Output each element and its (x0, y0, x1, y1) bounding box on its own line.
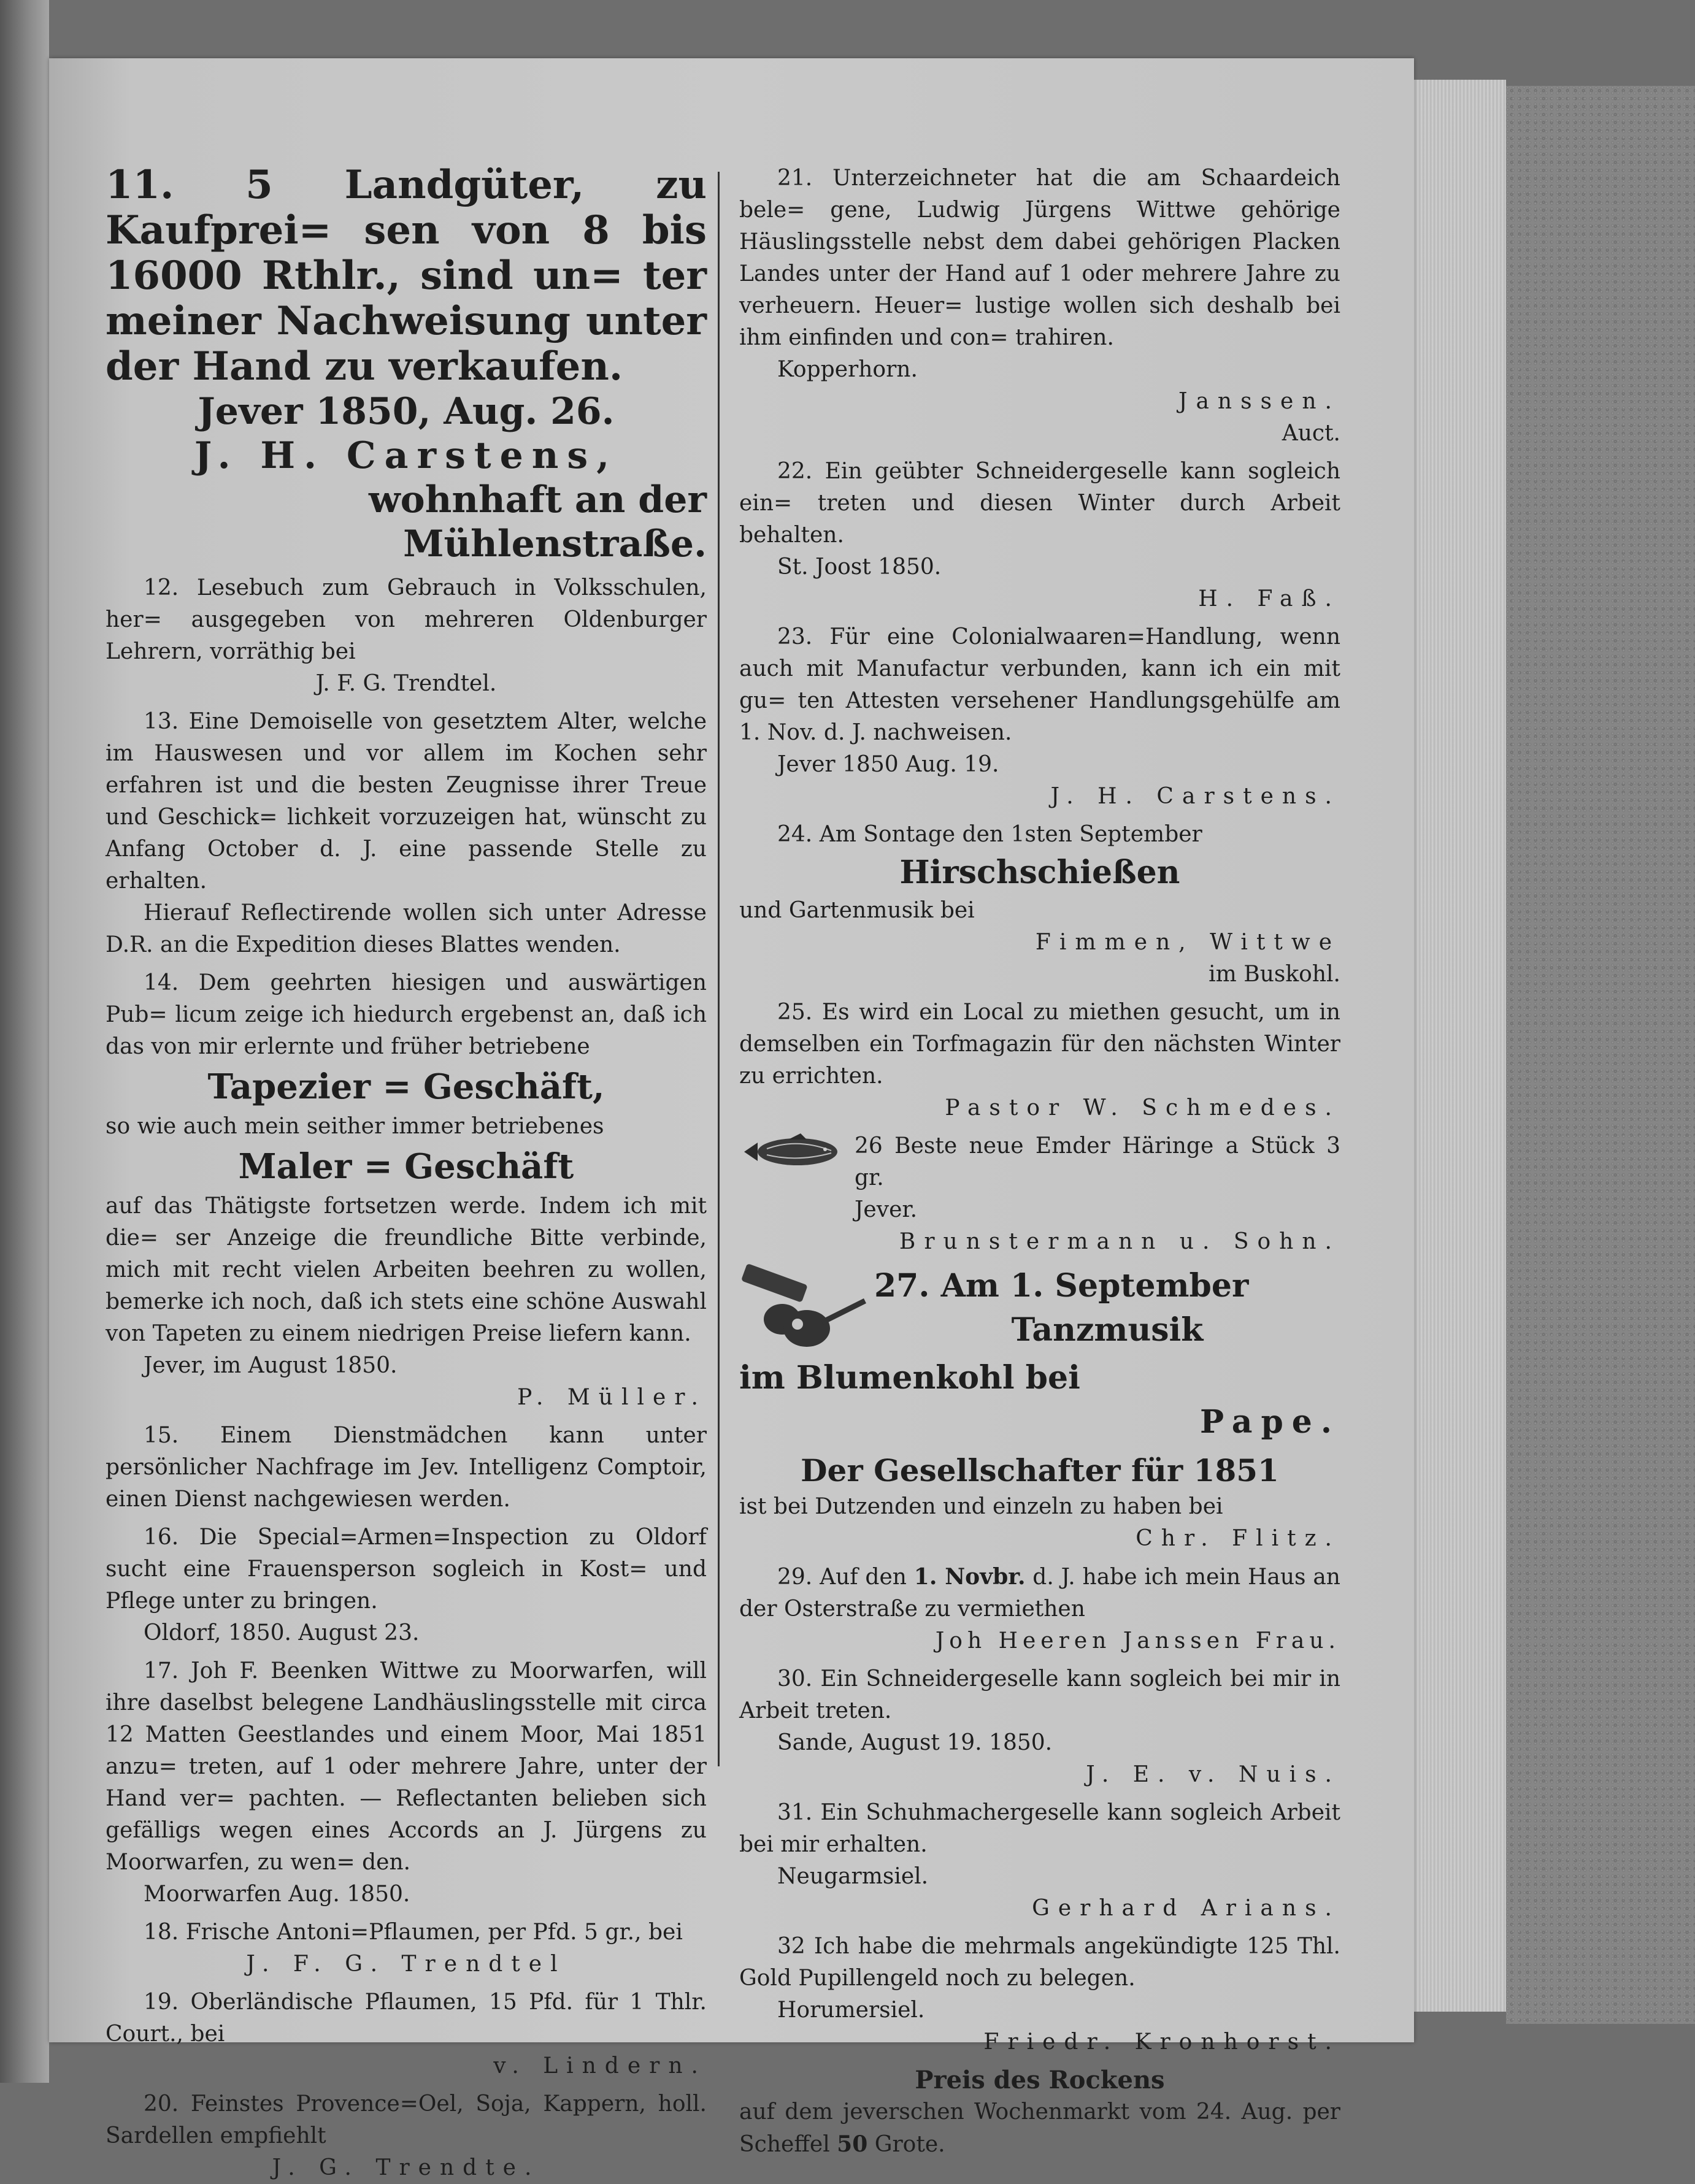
ad-16-place: Oldorf, 1850. August 23. (144, 1620, 420, 1646)
ad-27-signature: Pape. (1200, 1403, 1340, 1441)
ad-29-signature: Joh Heeren Janssen Frau. (935, 1628, 1340, 1653)
ad-28-heading: Der Gesellschafter für 1851 (801, 1452, 1279, 1489)
ad-16-text: 16. Die Special=Armen=Inspection zu Oldorf sucht eine Frauensperson sogleich in Kost= und Pflege unter zu bringen. (106, 1525, 707, 1614)
ad-21-signature: Janssen. (1178, 389, 1340, 414)
ad-22-text: 22. Ein geübter Schneidergeselle kann sogleich ein= treten und diesen Winter durch Arbeit behalten. (739, 459, 1340, 548)
ad-14-text: 14. Dem geehrten hiesigen und auswärtigen Pub= licum zeige ich hiedurch ergebenst an, daß ich das von mir erlernte und früher betriebene (106, 970, 707, 1059)
ad-27 (739, 1264, 1340, 1444)
ad-26-signature: Brunstermann u. Sohn. (899, 1229, 1340, 1254)
ad-21 (739, 163, 1340, 450)
page-edges (1414, 80, 1506, 2012)
ad-24 (739, 819, 1340, 990)
ad-32-place: Horumersiel. (777, 1998, 925, 2023)
ad-29-date: 1. Novbr. (913, 1564, 1026, 1590)
ad-21-text: 21. Unterzeichneter hat die am Schaardeich bele= gene, Ludwig Jürgens Wittwe gehörige Häuslingsstelle nebst dem dabei gehörigen Placken Landes unter der Hand auf 1 oder mehrere Jahre zu verheuern. Heuer= lustige wollen sich deshalb bei ihm einfinden und con= trahiren. (739, 166, 1340, 350)
ad-21-signature-title: Auct. (1282, 421, 1340, 446)
ad-19-text: 19. Oberländische Pflaumen, 15 Pfd. für 1 Thlr. Court., bei (106, 1990, 707, 2047)
ad-20-signature: J. G. Trendte. (272, 2155, 540, 2180)
ad-13-text: 13. Eine Demoiselle von gesetztem Alter, welche im Hauswesen und vor allem im Kochen sehr erfahren ist und die besten Zeugnisse ihrer Treue und Geschick= lichkeit vorzuzeigen hat, wünscht zu Anfang October d. J. eine passende Stelle zu erhalten. (106, 709, 707, 894)
ad-31-signature: Gerhard Arians. (1032, 1896, 1340, 1921)
ad-11-name: J. H. Carstens, (194, 434, 618, 477)
ad-31-place: Neugarmsiel. (777, 1864, 929, 1889)
rye-price-heading: Preis des Rockens (915, 2066, 1165, 2094)
column-divider (718, 172, 720, 1766)
ad-13-text-2: Hierauf Reflectirende wollen sich unter Adresse D.R. an die Expedition dieses Blattes wenden. (106, 900, 707, 957)
ad-17 (106, 1655, 707, 1910)
ad-11-address: wohnhaft an der Mühlenstraße. (369, 478, 707, 565)
rye-price-text (739, 2096, 1340, 2161)
ad-27-heading: Tanzmusik (1011, 1311, 1204, 1349)
ad-28-signature: Chr. Flitz. (1136, 1526, 1340, 1551)
ad-30-signature: J. E. v. Nuis. (1086, 1762, 1340, 1787)
ad-14-place: Jever, im August 1850. (144, 1353, 398, 1378)
ad-29 (739, 1561, 1340, 1657)
ad-25-text: 25. Es wird ein Local zu miethen gesucht, um in demselben ein Torfmagazin für den nächsten Winter zu errichten. (739, 1000, 1340, 1089)
rye-price (739, 2064, 1340, 2161)
ad-27-line-1: 27. Am 1. September (874, 1267, 1249, 1305)
ad-22-signature: H. Faß. (1198, 586, 1340, 611)
ad-15-text: 15. Einem Dienstmädchen kann unter persönlicher Nachfrage im Jev. Intelligenz Comptoir, einen Dienst nachgewiesen werden. (106, 1423, 707, 1512)
ad-24-signature-place: im Buskohl. (1209, 962, 1340, 987)
ad-32-text: 32 Ich habe die mehrmals angekündigte 125 Thl. Gold Pupillengeld noch zu belegen. (739, 1934, 1340, 1991)
ad-22-place: St. Joost 1850. (777, 554, 942, 580)
ad-16 (106, 1522, 707, 1649)
ad-18-text: 18. Frische Antoni=Pflaumen, per Pfd. 5 gr., bei (144, 1920, 683, 1945)
ad-24-text-2: und Gartenmusik bei (739, 898, 975, 923)
ad-26-row (739, 1130, 1340, 1226)
ad-24-heading: Hirschschießen (899, 854, 1180, 891)
ad-17-text: 17. Joh F. Beenken Wittwe zu Moorwarfen, will ihre daselbst belegene Landhäuslingsstelle mit circa 12 Matten Geestlandes und einem Moor, Mai 1851 anzu= treten, auf 1 oder mehrere Jahre, unter der Hand ver= pachten. — Reflectanten belieben sich gefälligs wegen eines Accords an J. Jürgens zu Moorwarfen, zu wen= den. (106, 1658, 707, 1875)
ad-30-text: 30. Ein Schneidergeselle kann sogleich bei mir in Arbeit treten. (739, 1666, 1340, 1723)
ad-19-signature: v. Lindern. (493, 2053, 707, 2079)
ad-26-place: Jever. (855, 1197, 918, 1222)
ad-14-heading-maler: Maler = Geschäft (238, 1146, 574, 1187)
ad-11-place: Jever 1850, Aug. 26. (198, 390, 615, 433)
ad-12-signature: J. F. G. Trendtel. (315, 671, 497, 696)
ad-14-text-2: auf das Thätigste fortsetzen werde. Indem ich mit die= ser Anzeige die freundliche Bitte verbinde, mich mit recht vielen Arbeiten beehren zu wollen, bemerke ich noch, daß ich stets eine schöne Auswahl von Tapeten zu einem niedrigen Preise liefern kann. (106, 1194, 707, 1346)
guitar-icon (739, 1264, 868, 1356)
book-cover-board (1506, 86, 1695, 2024)
ad-18 (106, 1917, 707, 1980)
ad-32-signature: Friedr. Kronhorst. (983, 2029, 1340, 2055)
ad-26 (739, 1130, 1340, 1258)
ad-30 (739, 1663, 1340, 1791)
right-column (739, 163, 1340, 2161)
ad-19 (106, 1987, 707, 2082)
ad-31-text: 31. Ein Schuhmachergeselle kann sogleich Arbeit bei mir erhalten. (739, 1800, 1340, 1857)
ad-14-heading-tapezier: Tapezier = Geschäft, (207, 1067, 605, 1107)
ad-25-signature: Pastor W. Schmedes. (945, 1095, 1340, 1121)
ad-23 (739, 621, 1340, 813)
ad-29-text (739, 1561, 1340, 1625)
ad-15 (106, 1420, 707, 1515)
ad-31 (739, 1797, 1340, 1925)
book-gutter (0, 0, 49, 2083)
ad-29-text-b: d. J. habe ich mein Haus an der Osterstraße zu vermiethen (739, 1565, 1340, 1622)
ad-14-mid-text: so wie auch mein seither immer betriebenes (106, 1114, 604, 1139)
ad-14 (106, 967, 707, 1414)
ad-27-line-3: im Blumenkohl bei (739, 1359, 1080, 1397)
fish-icon (739, 1130, 844, 1173)
ad-20-text: 20. Feinstes Provence=Oel, Soja, Kappern, holl. Sardellen empfiehlt (106, 2091, 707, 2148)
ad-29-text-a: 29. Auf den (777, 1565, 914, 1590)
ad-23-place: Jever 1850 Aug. 19. (777, 752, 999, 777)
ad-23-signature: J. H. Carstens. (1050, 784, 1340, 809)
rye-price-value: 50 (837, 2131, 868, 2157)
ad-17-place: Moorwarfen Aug. 1850. (144, 1882, 410, 1907)
ad-32 (739, 1931, 1340, 2058)
ad-24-signature: Fimmen, Wittwe (1035, 930, 1340, 955)
ad-25 (739, 997, 1340, 1124)
ad-21-place: Kopperhorn. (777, 357, 918, 382)
ad-30-place: Sande, August 19. 1850. (777, 1730, 1053, 1755)
ad-18-signature: J. F. G. Trendtel (246, 1952, 566, 1977)
ad-14-signature: P. Müller. (517, 1385, 707, 1410)
ad-24-text: 24. Am Sontage den 1sten September (777, 822, 1202, 847)
ad-27-row (739, 1264, 1340, 1356)
ad-22 (739, 456, 1340, 615)
ad-28-text: ist bei Dutzenden und einzeln zu haben bei (739, 1494, 1223, 1519)
ad-20 (106, 2088, 707, 2184)
ad-12 (106, 572, 707, 700)
ad-11-text: 11. 5 Landgüter, zu Kaufprei= sen von 8 bis 16000 Rthlr., sind un= ter meiner Nachweisung unter der Hand zu verkaufen. (106, 162, 707, 389)
ad-26-text: 26 Beste neue Emder Häringe a Stück 3 gr. (855, 1133, 1340, 1190)
ad-12-text: 12. Lesebuch zum Gebrauch in Volksschulen, her= ausgegeben von mehreren Oldenburger Lehrern, vorräthig bei (106, 575, 707, 664)
ad-23-text: 23. Für eine Colonialwaaren=Handlung, wenn auch mit Manufactur verbunden, kann ich ein mit gu= ten Attesten versehener Handlungsgehülfe am 1. Nov. d. J. nachweisen. (739, 624, 1340, 745)
rye-price-text-a: auf dem jeverschen Wochenmarkt vom 24. Aug. per Scheffel (739, 2099, 1340, 2157)
ad-28 (739, 1450, 1340, 1555)
left-column (106, 163, 707, 2184)
rye-price-text-b: Grote. (867, 2132, 945, 2157)
ad-13 (106, 706, 707, 961)
ad-11 (106, 163, 707, 566)
